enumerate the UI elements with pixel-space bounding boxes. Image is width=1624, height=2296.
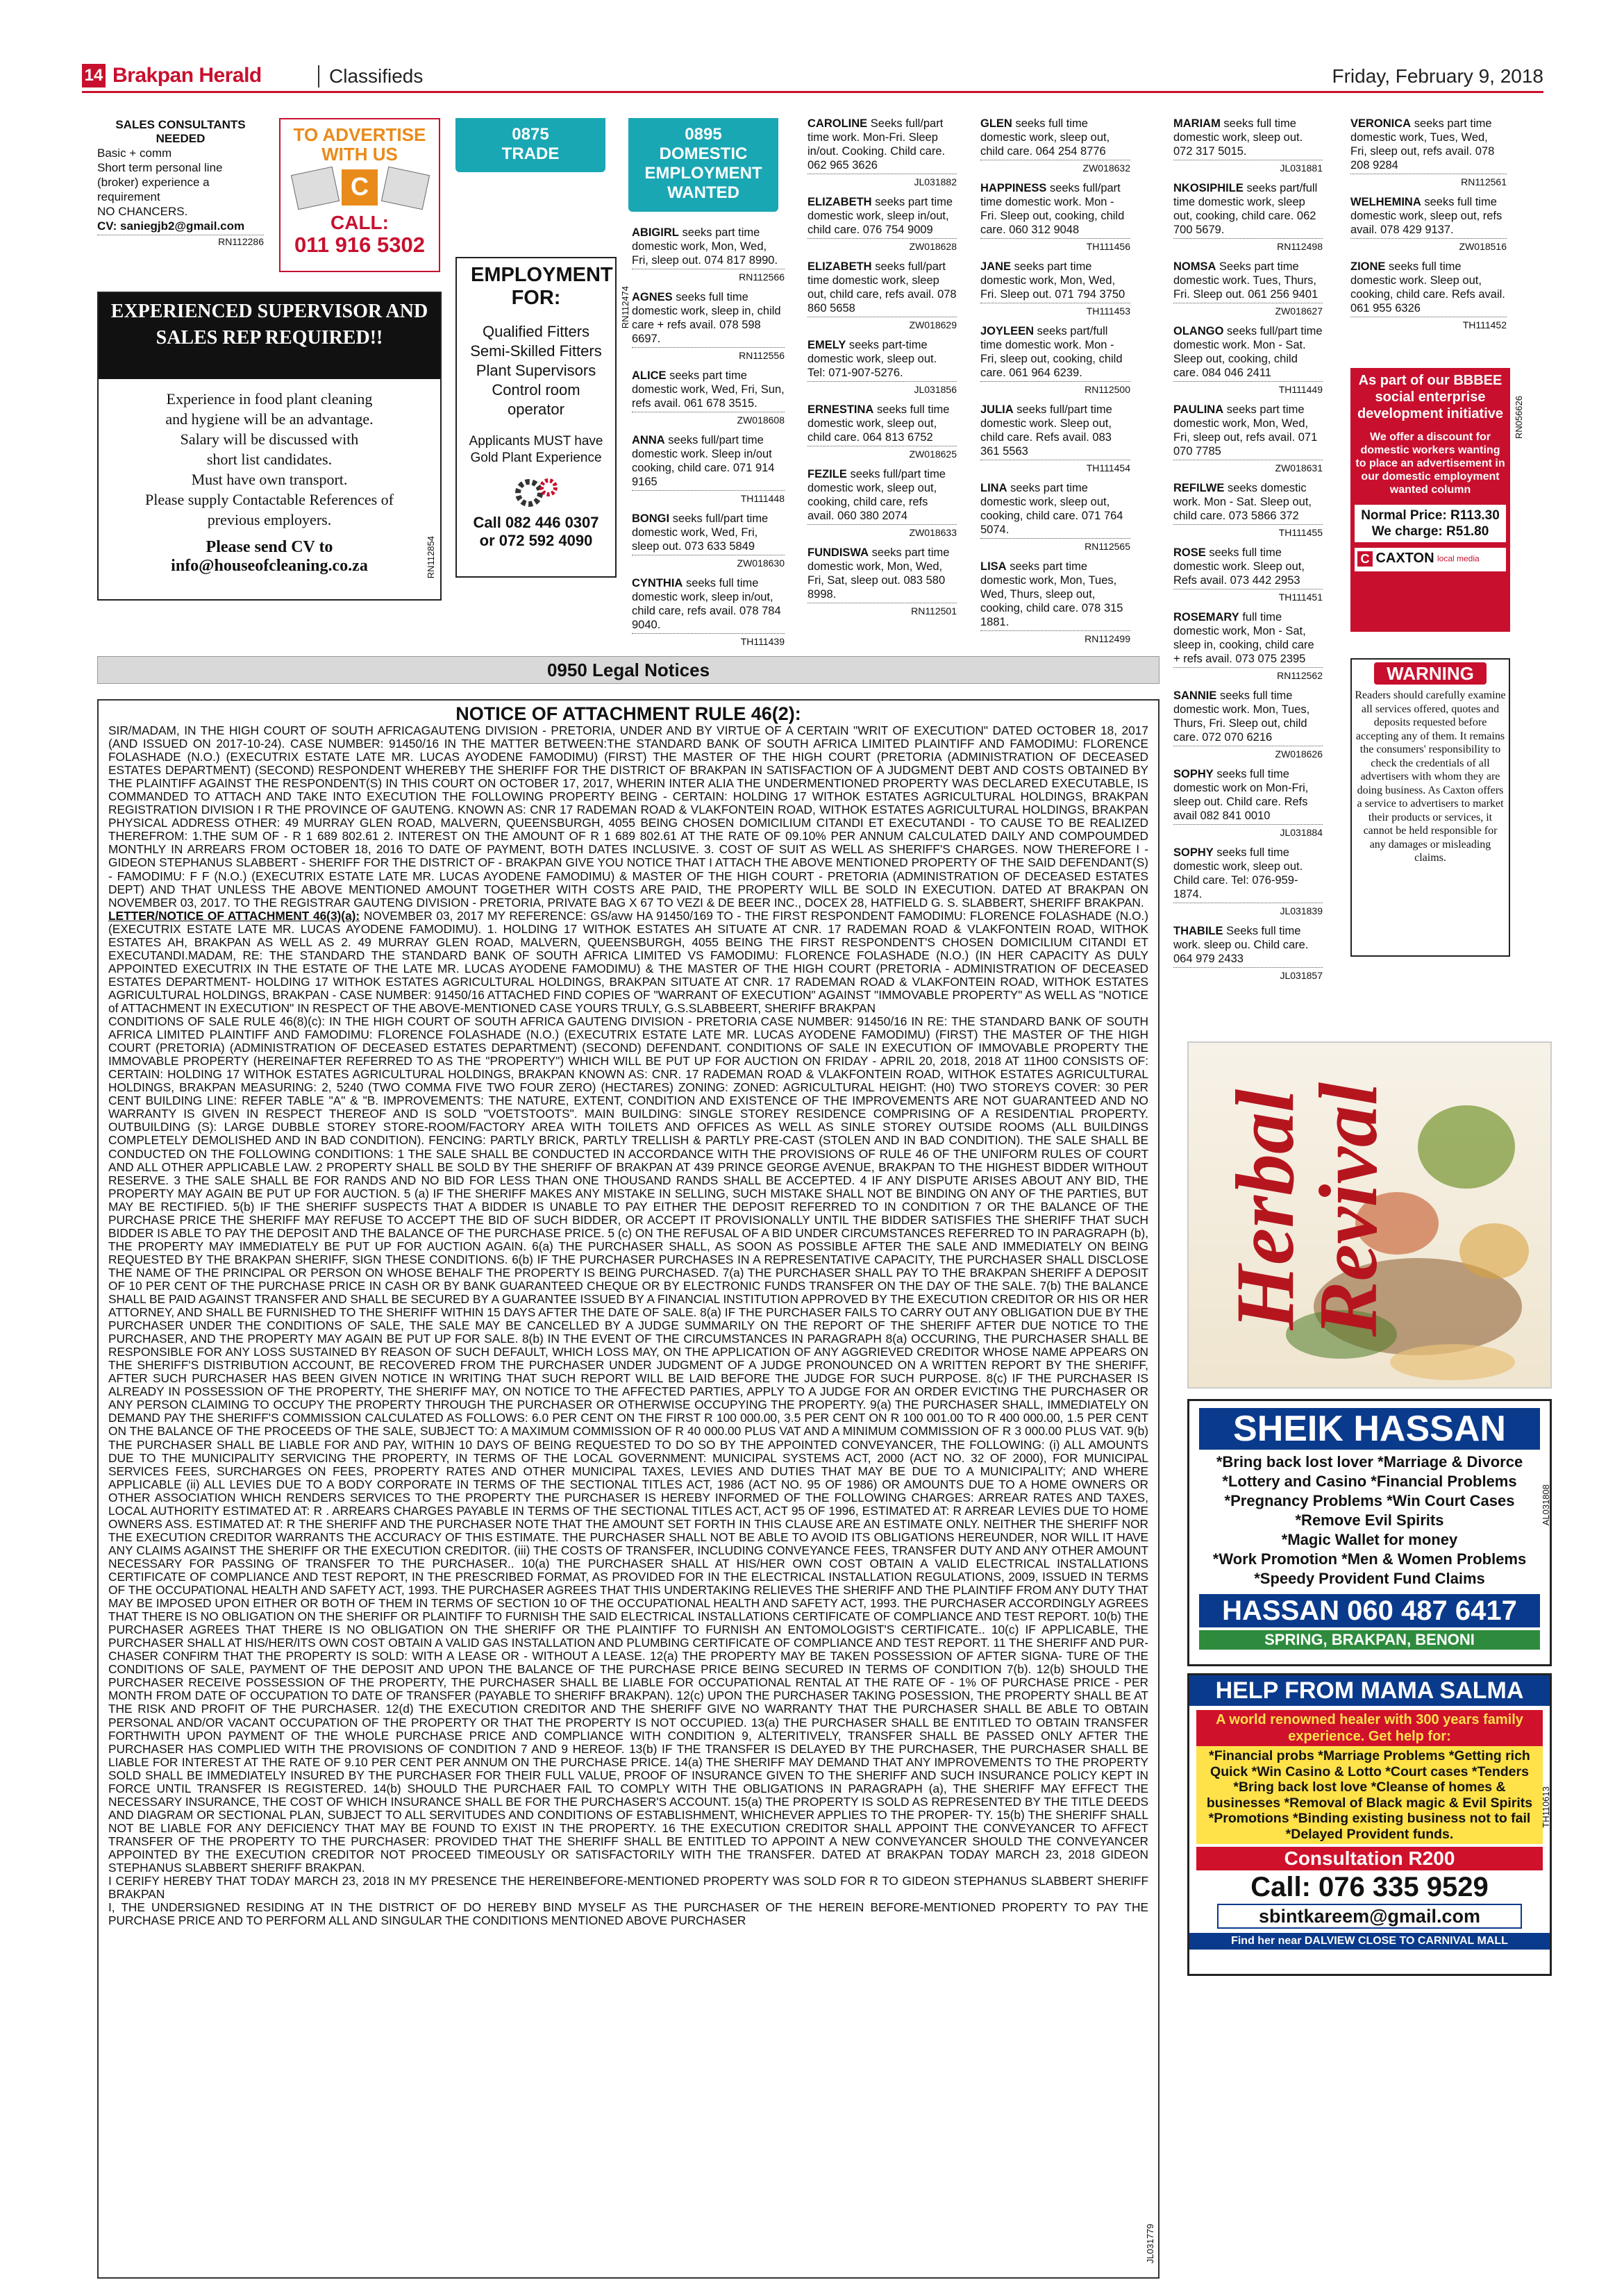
- ad-name: SOPHY: [1173, 768, 1214, 780]
- ad-ref: RN112501: [807, 603, 957, 618]
- ad-name: BONGI: [632, 512, 670, 525]
- ad-name: MARIAM: [1173, 117, 1221, 130]
- legal-paragraph: CONDITIONS OF SALE RULE 46(8)(c): IN THE HIGH COURT OF SOUTH AFRICA GAUTENG DIVISION - PRETORIA CASE NUMBER: 91450/16 IN RE: THE STANDARD BANK OF SOUTH AFRICA LIMITED PLAINTIFF AND FAMODIMU: FLORENCE FOLASHADE (N.O.) (EXECUTRIX ESTATE LATE MR. LUCAS AYODENE FAMODIMU) (FIRST) THE MASTER OF THE HIGH COURT (PRETORIA) (ADMINISTRATION OF DECEASED ESTATES DEPARTMENT) (SECOND) DEFENDANT. CONDITIONS OF SALE IN EXECUTION OF IMMOVABLE PROPERTY THE IMMOVABLE PROPERTY (HEREINAFTER REFERRED TO AS THE "PROPERTY") WHICH WILL BE PUT UP FOR AUCTION ON FRIDAY - APRIL 20, 2018, 2018 AT 11H00 CONSISTS OF: CERTAIN: HOLDING 17 WITHOK ESTATES AGRICULTURAL HOLDINGS, BRAKPAN KNOWN AS: CNR. 17 RADEMAN ROAD & VLAKFONTEIN ROAD, WITHOK ESTATES AGRICULTURAL HOLDINGS, BRAKPAN MEASURING: 2, 5240 (TWO COMMA FIVE TWO FOUR ZERO) (HECTARES) ZONING: ZONED: AGRICULTURAL HEIGHT: (H0) TWO STOREYS COVER: 30 PER CENT BUILDING LINE: REFER TABLE "A" & "B. IMPROVEMENTS: THE NATURE, EXTENT, CONDITION AND EXISTENCE OF THE IMPROVEMENTS ARE NOT GUARANTEED AND NO WARRANTY IS GIVEN IN RESPECT THEREOF AND IS SOLD "VOETSTOOTS". MAIN BUILDING: SINGLE STOREY RESIDENCE COMPRISING OF A RESIDENTIAL PROPERTY. OUTBUILDING (S): LARGE DUBBLE STOREY STORE-ROOM/FACTORY AREA WITH TOILETS AND OFFICES AS WELL AS SINLE STOREY OUTSIDE ROOMS (ALL BUILDINGS COMPLETELY DEMOLISHED AND IN BAD CONDITION). FENCING: PARTLY BRICK, PARTLY TRELLISH & PARTLY PRE-CAST (STOLEN AND IN BAD CONDITION). THE SALE SHALL BE CONDUCTED ON THE FOLLOWING CONDITIONS: 1 THE SALE SHALL BE CONDUCTED IN ACCORDANCE WITH THE PROVISIONS OF RULE 46 OF THE UNIFORM RULES OF COURT AND ALL OTHER APPLICABLE LAW. 2 PROPERTY SHALL BE SOLD BY THE SHERIFF OF BRAKPAN AT 439 PRINCE GEORGE AVENUE, BRAKPAN TO THE HIGHEST BIDDER WITHOUT RESERVE. 3 THE SALE SHALL BE FOR RANDS AND NO BID FOR LESS THAN ONE THOUSAND RANDS SHALL BE ACCEPTED. 4 IF ANY DISPUTE ARISES ABOUT ANY BID, THE PROPERTY MAY AGAIN BE PUT UP FOR AUCTION. 5 (a) IF THE SHERIFF MAKES ANY MISTAKE IN SELLING, SUCH MISTAKE SHALL NOT BE BINDING ON ANY OF THE PARTIES, BUT MAY BE RECTIFIED. 5(b) IF THE SHERIFF SUSPECTS THAT A BIDDER IS UNABLE TO PAY EITHER THE DEPOSIT REFERRED TO IN CONDITION 7 OR THE BALANCE OF THE PURCHASE PRICE THE SHERIFF MAY REFUSE TO ACCEPT THE BID OF SUCH BIDDER, OR ACCEPT IT PROVISIONALLY UNTIL THE BIDDER SATISFIES THE SHERIFF THAT SUCH BIDDER IS ABLE TO PAY THE DEPOSIT AND THE BALANCE OF THE PURCHASE PRICE. 5 (c) ON THE REFUSAL OF A BID UNDER CIRCUMSTANCES REFERRED TO IN PARAGRAPH (b), THE PROPERTY MAY IMMEDIATELY BE PUT UP FOR AUCTION AGAIN. 6(a) THE PURCHASER SHALL, AS SOON AS POSSIBLE AFTER THE SALE AND IMMEDIATELY ON BEING REQUESTED BY THE BRAKPAN SHERIFF, SIGN THESE CONDITIONS. 6(b) IF THE PURCHASER PURCHASES IN A REPRESENTATIVE CAPACITY, THE PURCHASER SHALL DISCLOSE THE NAME OF THE PRINCIPAL OR PERSON ON WHOSE BEHALF THE PROPERTY IS BEING PURCHASED. 7(a) THE PURCHASER SHALL PAY TO THE BRAKPAN SHERIFF A DEPOSIT OF 10 PER CENT OF THE PURCHASE PRICE IN CASH OR BY BANK GUARANTEED CHEQUE OR BY ELECTRONIC FUNDS TRANSFER ON THE DAY OF THE SALE. 7(b) THE BALANCE SHALL BE PAID AGAINST TRANSFER AND SHALL BE SECURED BY A GUARANTEE ISSUED BY A FINANCIAL INSTITUTION APPROVED BY THE EXECUTION CREDITOR OR HIS OR HER ATTORNEY, AND SHALL BE FURNISHED TO THE SHERIFF WITHIN 15 DAYS AFTER THE DATE OF SALE. 8(a) IF THE PURCHASER FAILS TO CARRY OUT ANY OBLIGATION DUE BY THE PURCHASER UNDER THE CONDITIONS OF SALE, THE SALE MAY BE CANCELLED BY A JUDGE SUMMARILY ON THE REPORT OF THE SHERIFF AFTER DUE NOTICE TO THE PURCHASER, AND THE PROPERTY MAY AGAIN BE PUT UP FOR SALE. 8(b) IN THE EVENT OF THE CIRCUMSTANCES IN PARAGRAPH 8(a) OCCURING, THE PURCHASER SHALL BE RESPONSIBLE FOR ANY LOSS SUSTAINED BY REASON OF SUCH DEFAULT, WHICH LOSS MAY, ON THE APPLICATION OF ANY AGGRIEVED CREDITOR WHOSE NAME APPEARS ON THE SHERIFF'S DISTRIBUTION ACCOUNT, BE RECOVERED FROM THE PURCHASER UNDER JUDGMENT OF A JUDGE PRONOUNCED ON A WRITTEN REPORT BY THE SHERIFF, AFTER SUCH PURCHASER HAS BEEN GIVEN NOTICE IN WRITING THAT SUCH REPORT WILL BE LAID BEFORE THE JUDGE FOR SUCH PURPOSE. 8(c) IF THE PURCHASER IS ALREADY IN POSSESSION OF THE PROPERTY, THE SHERIFF MAY, ON NOTICE TO THE AFFECTED PARTIES, APPLY TO A JUDGE FOR AN ORDER EVICTING THE PURCHASER OR ANY PERSON CLAIMING TO OCCUPY THE PROPERTY THROUGH THE PURCHASER OR OTHERWISE OCCUPYING THE PROPERTY. 9(a) THE PURCHASER SHALL, IMMEDIATELY ON DEMAND PAY THE SHERIFF'S COMMISSION CALCULATED AS FOLLOWS: 6.0 PER CENT ON THE FIRST R 100 000.00, 3.5 PER CENT ON R 100 001.00 TO R 400 000.00, 1.5 PER CENT ON THE BALANCE OF THE PROCEEDS OF THE SALE, SUBJECT TO: A MAXIMUM COMMISSION OF R 40 000.00 PLUS VAT AND A MINIMUM COMMISSION OF R 3 000.00 PLUS VAT. 9(b) THE PURCHASER SHALL BE LIABLE FOR AND PAY, WITHIN 10 DAYS OF BEING REQUESTED TO DO SO BY THE APPOINTED CONVEYANCER, THE FOLLOWING: (i) ALL AMOUNTS DUE TO THE MUNICIPALITY SERVICING THE PROPERTY, IN TERMS OF THE LOCAL GOVERNMENT: MUNICIPAL SYSTEMS ACT, 2000 (ACT NO. 32 OF 2000), FOR MUNICIPAL SERVICES FEES, SURCHARGES ON FEES, PROPERTY RATES AND OTHER MUNICIPAL TAXES, LEVIES AND DUTIES THAT MAY BE DUE TO A MUNICIPALITY; AND WHERE APPLICABLE (ii) ALL LEVIES DUE TO A BODY CORPORATE IN TERMS OF THE SECTIONAL TITLES ACT, 1986 (ACT NO. 95 OF 1986) OR AMOUNTS DUE TO A HOME OWNERS OR OTHER ASSOCIATION WHICH RENDERS SERVICES TO THE PROPERTY THE PURCHASER IS HEREBY INFORMED OF THE FOLLOWING CHARGES: ARREAR RATES AND TAXES, LOCAL AUTHORITY ESTIMATED AT: R . ARREARS CHARGES PAYABLE IN TERMS OF THE SECTIONAL TITLES ACT, ACT 95 OF 1996, ESTIMATED AT: R ARREAR LEVIES DUE TO HOME OWNERS ASS. ESTIMATED AT: R THE SHERIFF AND THE PURCHASER NOTE THAT THE AMOUNT SET FORTH IN THIS CLAUSE ARE AN ESTIMATE ONLY. NEITHER THE SHERIFF NOR THE EXECUTION CREDITOR WARRANTS THE ACCURACY OF THIS ESTIMATE. THE PURCHASER SHALL NOT BE ABLE TO AVOID ITS OBLIGATIONS HEREUNDER, NOR WILL IT HAVE ANY CLAIMS AGAINST THE SHERIFF OR THE EXECUTION CREDITOR. (iii) THE COSTS OF TRANSFER, INCLUDING CONVEYANCE FEES, TRANSFER DUTY AND ANY OTHER AMOUNT NECESSARY FOR PASSING OF TRANSFER TO THE PURCHASER.. 10(a) THE PURCHASER SHALL AT HIS/HER OWN COST OBTAIN A VALID ELECTRICAL INSTALLATIONS CERTIFICATE OF COMPLIANCE AND TEST REPORT, IN THE PRESCRIBED FORMAT, AS PROVIDED FOR IN THE ELECTRICAL INSTALLATION REGULATIONS, 2009, ISSUED IN TERMS OF THE OCCUPATIONAL HEALTH AND SAFETY ACT, 1993. THE PURCHASER AGREES THAT THIS UNDERTAKING RELIEVES THE SHERIFF AND THE PLAINTIFF FROM ANY DUTY THAT MAY BE IMPOSED UPON EITHER OR BOTH OF THEM IN TERMS OF SECTION 10 OF THE OCCUPATIONAL HEALTH AND SAFETY ACT, 1993. THE PURCHASER ACCORDINGLY AGREES THAT THERE IS NO OBLIGATION ON THE SHERIFF OR PLAINTIFF TO FURNISH THE SAID ELECTRICAL INSTALLATIONS CERTIFICATE OF COMPLIANCE AND TEST REPORT. 10(b) THE PURCHASER AGREES THAT THERE IS NO OBLIGATION ON THE SHERIFF OR THE PLAINTIFF TO FURNISH AN ENTOMOLOGIST'S CERTIFICATE.. 10(c) IF APPLICABLE, THE PURCHASER SHALL AT HIS/HER/ITS OWN COST OBTAIN A VALID GAS INSTALLATION AND PLUMBING CERTIFICATE OF COMPLIANCE AND TEST REPORT. 11 THE SHERIFF AND PUR- CHASER CONFIRM THAT THE PROPERTY IS SOLD: WITH A LEASE OR - WITHOUT A LEASE. 12(a) THE PROPERTY MAY BE TAKEN POSSESSION OF AFTER SIGNA- TURE OF THE CONDITIONS OF SALE, PAYMENT OF THE DEPOSIT AND UPON THE BALANCE OF THE PURCHASE PRICE BEING SECURED IN TERMS OF CONDITION 7(b). 12(b) SHOULD THE PURCHASER RECEIVE POSSESSION OF THE PROPERTY, THE PURCHASER SHALL BE LIABLE FOR OCCUPATIONAL RENTAL AT THE RATE OF - 1% OF PURCHASE PRICE - PER MONTH FROM DATE OF OCCUPATION TO DATE OF TRANSFER (PAYABLE TO SHERIFF BRAKPAN). 12(c) UPON THE PURCHASER TAKING POSESSION, THE PROPERTY SHALL BE AT THE RISK AND PROFIT OF THE PURCHASER. 12(d) THE EXECUTION CREDITOR AND THE SHERIFF GIVE NO WARRANTY THAT THE PURCHASER SHALL BE ABLE TO OBTAIN PERSONAL AND/OR VACANT OCCUPATION OF THE PROPERTY OR THAT THE PROPERTY IS NOT OCCUPIED. 13(a) THE PURCHASER SHALL BE ENTITLED TO OBTAIN TRANSFER FORTHWITH UPON PAYMENT OF THE WHOLE PURCHASE PRICE AND COMPLIANCE WITH CONDITION 9, ALTERITIVELY, TRANSFER SHALL BE PASSED ONLY AFTER THE PURCHASER HAS COMPLIED WITH THE PROVISIONS OF CONDITION 7 AND 9 HEREOF. 13(b) IF THE TRANSFER IS DELAYED BY THE PURCHASER, THE PURCHASER SHALL BE LIABLE FOR INTEREST AT THE RATE OF 9.10 PER CENT PER ANNUM ON THE PURCHASE PRICE. 14(a) THE SHERIFF MAY DEMAND THAT ANY IMPROVEMENTS TO THE PROPERTY SOLD SHALL BE IMMEDIATELY INSURED BY THE PURCHASER FOR THEIR FULL VALUE, PROOF OF INSURANCE GIVEN TO THE SHERIFF AND SUCH INSURANCE POLICY KEPT IN FORCE UNTIL TRANSFER IS REGISTERED. 14(b) SHOULD THE PURCHAER FAIL TO COMPLY WITH THE OBLIGATIONS IN PARAGRAPH (a), THE SHERIFF MAY EFFECT THE NECESSARY INSURANCE, THE COST OF WHICH INSURANCE SHALL BE FOR THE PURCHASER'S ACCOUNT. 15(a) THE PROPERTY IS SOLD AS REPRESENTED BY THE TITLE DEEDS AND DIAGRAM OR SECTIONAL PLAN, SUBJECT TO ALL SERVITUDES AND CONDITIONS OF ESTABLISHMENT, WHICHEVER APPLIES TO THE PROPER- TY. 15(b) THE SHERIFF SHALL NOT BE LIABLE FOR ANY DEFICIENCY THAT MAY BE FOUND TO EXIST IN THE PROPERTY. 16 THE EXECUTION CREDITOR SHALL APPOINT THE CONVEYANCER TO AFFECT TRANSFER OF THE PROPERTY TO THE PURCHASER: PROVIDED THAT THE SHERIFF SHALL BE ENTITLED TO APPOINT A NEW CONVEYANCER SHOULD THE CONVEYANCER APPOINTED BY THE EXECUTION CREDITOR NOT PROCEED TIMEOUSLY OR SATISFACTORILY WITH THE TRANSFER. DATED AT BRAKPAN TODAY MARCH 23, 2018 GIDEON STEPHANUS SLABBERT SHERIFF BRAKPAN.: [108, 1014, 1148, 1875]
- ad-name: ZIONE: [1350, 260, 1386, 273]
- ad-name: JANE: [980, 260, 1012, 273]
- ad-ref: TH111449: [1173, 381, 1323, 396]
- category-header-domestic: [628, 118, 778, 212]
- sheik-phone: HASSAN 060 487 6417: [1199, 1594, 1540, 1627]
- ad-text: seeks full/part time domestic work, sleep out, child care, refs avail. 078 860 5658: [807, 260, 957, 315]
- classified-ad: [807, 467, 957, 539]
- classified-ad: [1173, 324, 1323, 396]
- classified-ad: [1173, 846, 1323, 918]
- ad-name: VERONICA: [1350, 117, 1412, 130]
- classified-ad: [1350, 195, 1507, 253]
- classified-ad: [1173, 924, 1323, 982]
- ad-name: LISA: [980, 560, 1007, 573]
- revival-word: Revival: [1302, 1082, 1394, 1337]
- warning-title: WARNING: [1374, 662, 1487, 685]
- sales-line: Short term personal line: [97, 161, 223, 174]
- ad-ref: TH111451: [1173, 589, 1323, 604]
- ad-ref: TH111448: [632, 490, 785, 505]
- ad-ref: TH111454: [980, 460, 1130, 475]
- ad-ref: TH110613: [1541, 1786, 1551, 1828]
- ad-ref: TH111456: [980, 238, 1130, 253]
- sales-line: Basic + comm: [97, 146, 172, 160]
- supervisor-line: previous employers.: [207, 511, 332, 528]
- ad-text: seeks full/part time domestic work. Sleep out, child care. Refs avail. 083 361 5563: [980, 403, 1112, 458]
- salma-consultation: Consultation R200: [1196, 1847, 1543, 1870]
- herbal-revival-ad: [1187, 1041, 1552, 1389]
- ad-ref: ZW018629: [807, 317, 957, 332]
- issue-date: Friday, February 9, 2018: [1332, 65, 1543, 87]
- classified-ad: [980, 181, 1130, 253]
- supervisor-email: info@houseofcleaning.co.za: [171, 557, 368, 575]
- classified-ad: [807, 338, 957, 396]
- ad-name: ELIZABETH: [807, 260, 872, 273]
- ad-name: THABILE: [1173, 925, 1223, 937]
- sales-line: requirement: [97, 190, 160, 203]
- ad-ref: JL031779: [1145, 2223, 1155, 2263]
- ad-name: NKOSIPHILE: [1173, 182, 1244, 194]
- ad-text: seeks full time domestic work, sleep out, child care. 064 813 6752: [807, 403, 950, 444]
- classified-ad: [1173, 546, 1323, 604]
- sales-cv: CV: saniegjb2@gmail.com: [97, 219, 245, 233]
- legal-notice-title: NOTICE OF ATTACHMENT RULE 46(2):: [455, 703, 801, 724]
- ad-text: seeks part time domestic work, Mon, Wed, Fri. Sleep out. 071 794 3750: [980, 260, 1125, 301]
- ad-ref: RN112854: [426, 535, 436, 578]
- caxton-logo-icon: C: [1357, 551, 1373, 567]
- ad-name: CYNTHIA: [632, 577, 683, 589]
- ad-name: ELIZABETH: [807, 196, 872, 208]
- category-label: DOMESTIC EMPLOYMENT WANTED: [644, 144, 762, 202]
- sales-line: NO CHANCERS.: [97, 205, 188, 218]
- ad-text: seeks full time domestic work, sleep in, child care + refs avail. 078 598 6697.: [632, 291, 781, 345]
- ad-text: seeks full time domestic work, sleep out, child care. 064 254 8776: [980, 117, 1110, 158]
- classified-ad: [632, 290, 785, 362]
- legal-label: LETTER/NOTICE OF ATTACHMENT 46(3)(a):: [108, 908, 360, 923]
- bbbee-title: As part of our BBBEE social enterprise development initiative: [1357, 373, 1504, 421]
- ad-ref: RN112566: [632, 269, 785, 284]
- salma-email: sbintkareem@gmail.com: [1217, 1904, 1522, 1929]
- ad-name: NOMSA: [1173, 260, 1216, 273]
- ad-text: seeks full time domestic work. Mon, Tues, Thurs, Fri. Sleep out, child care. 072 070 6216: [1173, 689, 1310, 744]
- employment-note: Applicants MUST have Gold Plant Experience: [469, 434, 603, 465]
- ad-text: seeks full time domestic work. Sleep out, cooking, child care. Refs avail. 061 955 6326: [1350, 260, 1505, 315]
- ad-name: ALICE: [632, 369, 667, 382]
- ad-name: LINA: [980, 482, 1007, 494]
- ad-ref: RN112561: [1350, 174, 1507, 189]
- sheik-name: SHEIK HASSAN: [1199, 1408, 1540, 1450]
- classified-ad: [1173, 403, 1323, 475]
- sheik-services: [1189, 1452, 1550, 1589]
- classified-column-a: [632, 226, 785, 649]
- ad-name: REFILWE: [1173, 482, 1225, 494]
- advertise-call: CALL:: [330, 212, 389, 233]
- sheik-service: *Remove Evil Spirits: [1295, 1511, 1444, 1529]
- ad-text: seeks part time domestic work, Tues, Wed, Fri, sleep out, refs avail. 078 208 9284: [1350, 117, 1495, 171]
- supervisor-send: Please send CV to: [206, 538, 333, 556]
- salma-tagline: A world renowned healer with 300 years family experience. Get help for:: [1196, 1710, 1543, 1746]
- ad-ref: RN112500: [980, 381, 1130, 396]
- ad-text: seeks part-time domestic work, sleep out. Tel: 071-907-5276.: [807, 339, 937, 379]
- legal-paragraph: SIR/MADAM, IN THE HIGH COURT OF SOUTH AFRICAGAUTENG DIVISION - PRETORIA, UNDER AND BY VIRTUE OF A CERTAIN "WRIT OF EXECUTION" DATED OCTOBER 18, 2017 (AND ISSUED ON 2017-10-24). CASE NUMBER: 91450/16 IN THE MATTER BETWEEN:THE STANDARD BANK OF SOUTH AFRICA LIMITED PLAINTIFF AND FAMODIMU: FLORENCE FOLASHADE (N.O.) (EXECUTRIX ESTATE LATE MR. LUCAS AYODENE FAMODIMU) (FIRST) THE MASTER OF THE HIGH COURT (PRETORIA (ADMINISTRATION OF DECEASED ESTATES DEPARTMENT) (SECOND) RESPONDENT WHEREBY THE SHERIFF FOR THE DISTRICT OF BRAKPAN IN SATISFACTION OF A JUDGMENT DEBT AND COSTS OBTAINED BY THE PLAINTIFF AGAINST THE RESPONDENT(S) IN THIS COURT ON OCTOBER 17, 2017, WHERIN INTER ALIA THE UNDERMENTIONED PROPERTY WAS DECLARED EXECUTABLE, IS COMMANDED TO ATTACH AND TAKE INTO EXECUTION THE FOLLOWING PROPERTY BEING - CERTAIN: HOLDING 17 WITHOK ESTATES AGRICULTURAL HOLDINGS, BRAKPAN REGISTRATION DIVISION I R THE PROVINCE OF GAUTENG. KNOWN AS: CNR 17 RADEMAN ROAD & VLAKFONTEIN ROAD, WITHOK ESTATES AGRICULTURAL HOLDINGS, BRAKPAN PHYSICAL ADDRESS OTHER: 49 MURRAY GLEN ROAD, MALVERN, QUEENSBURGH, 4055 BEING CHOSEN DOMICILIUM CITANDI ET EXECUTANDI - TO CAUSE TO BE REALIZED THEREFROM: 1.THE SUM OF - R 1 689 802.61 2. INTEREST ON THE AMOUNT OF R 1 689 802.61 AT THE RATE OF 09.10% PER ANNUM CALCULATED DAILY AND COMPOUMDED MONTHLY IN ARREARS FROM OCTOBER 18, 2016 TO DATE OF PAYMENT, BOTH DATES INCLUSIVE. 3. COST OF SUIT AS WELL AS SHERIFF'S CHARGES. NOW THEREFORE I - GIDEON STEPHANUS SLABBERT - SHERIFF FOR THE DISTRICT OF - BRAKPAN GIVE YOU NOTICE THAT I ATTACH THE ABOVE MENTIONED PROPERTY OF THE SAID DEFENDANT(S) - FAMODIMU: F F (N.O.) (EXECUTRIX ESTATE LATE MR. LUCAS AYODENE FAMODIMU) & MASTER OF THE HIGH COURT - PRETORIA (ADMINISTRATION OF DECEASED ESTATES DEPT) AND THAT UNLESS THE ABOVE MENTIONED AMOUNT TOGETHER WITH COSTS ARE PAID, THE PROPERTY WILL BE SOLD IN EXECUTION. DATED AT BRAKPAN ON NOVEMBER 03, 2017. TO THE REGISTRAR GAUTENG DIVISION - PRETORIA, PRIVATE BAG X 67 TO VEZI & DE BEER INC., DOCEX 28, HATFIELD G. S. SLABBERT, SHERIFF BRAKPAN.: [108, 723, 1148, 910]
- sheik-service: *Lottery and Casino *Financial Problems: [1222, 1473, 1517, 1490]
- bbbee-ad: [1350, 368, 1524, 632]
- ad-name: JULIA: [980, 403, 1014, 416]
- ad-text: seeks full time domestic work. Sleep out, Refs avail. 073 442 2953: [1173, 546, 1305, 587]
- ad-ref: RN112286: [97, 235, 264, 247]
- page-header: [82, 62, 1543, 93]
- ad-text: seeks full time domestic work, sleep out. 072 317 5015.: [1173, 117, 1303, 158]
- classified-ad: [980, 481, 1130, 553]
- ad-text: seeks part time domestic work, Mon, Wed, Fri, sleep out. 074 817 8990.: [632, 226, 778, 267]
- employment-call: Call 082 446 0307: [473, 514, 599, 531]
- bbbee-body: We offer a discount for domestic workers wanting to place an advertisement in our domestic employment wanted column: [1355, 431, 1505, 496]
- ad-text: seeks full time domestic work on Mon-Fri, sleep out. Child care. Refs avail 082 841 0010: [1173, 768, 1309, 822]
- classified-ad: [807, 117, 957, 189]
- classified-column-d: [1173, 117, 1323, 1026]
- supervisor-line: and hygiene will be an advantage.: [165, 410, 374, 428]
- brand-title: Brakpan Herald: [112, 64, 262, 87]
- classified-ad: [980, 324, 1130, 396]
- ad-name: OLANGO: [1173, 325, 1224, 337]
- ad-ref: JL031882: [807, 174, 957, 189]
- ad-ref: TH111453: [980, 303, 1130, 318]
- category-label: TRADE: [501, 144, 560, 163]
- salma-call: Call: 076 335 9529: [1250, 1872, 1489, 1902]
- category-code: 0895: [685, 125, 722, 144]
- classified-ad: [807, 546, 957, 618]
- classified-ad: [807, 260, 957, 332]
- ad-name: ABIGIRL: [632, 226, 679, 239]
- classified-ad: [1173, 260, 1323, 318]
- ad-text: seeks full time domestic work, sleep out. Child care. Tel: 076-959-1874.: [1173, 846, 1303, 900]
- classified-ad: [980, 560, 1130, 646]
- advertise-phone: 011 916 5302: [294, 233, 425, 257]
- ad-name: FEZILE: [807, 468, 847, 480]
- ad-text: seeks full/part time domestic work, sleep out, cooking, child care, refs avail. 060 380 2074: [807, 468, 946, 522]
- ad-ref: RN056626: [1514, 396, 1524, 439]
- sheik-service: *Pregnancy Problems *Win Court Cases: [1224, 1492, 1515, 1509]
- sheik-service: *Bring back lost lover *Marriage & Divorce: [1216, 1453, 1523, 1470]
- classified-ad: [1173, 767, 1323, 839]
- ad-ref: TH111452: [1350, 317, 1507, 332]
- classified-ad: [1350, 260, 1507, 332]
- salma-services: *Financial probs *Marriage Problems *Getting rich Quick *Win Casino & Lotto *Court cases *Tenders *Bring back lost love *Cleanse of homes & businesses *Removal of Black magic & Evil Spirits *Promotions *Binding existing business not to fail *Delayed Provident funds.: [1196, 1746, 1543, 1844]
- ad-ref: ZW018630: [632, 555, 785, 570]
- ad-ref: RN112562: [1173, 667, 1323, 682]
- ad-name: AGNES: [632, 291, 673, 303]
- classified-ad: [632, 433, 785, 505]
- ad-name: FUNDISWA: [807, 546, 869, 559]
- ad-text: Seeks full time work. sleep ou. Child care. 064 979 2433: [1173, 925, 1309, 965]
- salma-location: Find her near DALVIEW CLOSE TO CARNIVAL MALL: [1189, 1933, 1550, 1950]
- category-header-trade: [455, 118, 605, 172]
- advertise-line2: WITH US: [321, 144, 398, 165]
- ad-text: seeks part time domestic work, Wed, Fri, Sun, refs avail. 061 678 3515.: [632, 369, 785, 410]
- caxton-logo: CAXTON: [1375, 551, 1434, 566]
- employment-item: Control room operator: [492, 381, 580, 418]
- classified-ad: [980, 260, 1130, 318]
- ad-text: seeks part time domestic work, sleep in/out, child care. 076 754 9009: [807, 196, 953, 236]
- ad-ref: ZW018631: [1173, 460, 1323, 475]
- employment-item: Qualified Fitters: [482, 323, 590, 340]
- classified-ad: [1173, 610, 1323, 682]
- ad-ref: ZW018625: [807, 446, 957, 461]
- bbbee-normal-price: Normal Price: R113.30: [1361, 508, 1500, 523]
- sheik-hassan-ad: [1187, 1399, 1552, 1666]
- page-number: 14: [82, 64, 106, 87]
- ad-text: seeks full/part time domestic work. Mon - Sat. Sleep out, cooking, child care. 084 046 2411: [1173, 325, 1323, 379]
- ad-text: seeks full/part time domestic work. Mon - Fri. Sleep out, cooking, child care. 060 312 9048: [980, 182, 1125, 236]
- ad-ref: AL031808: [1541, 1484, 1551, 1526]
- ad-text: seeks full/part time domestic work, Wed, Fri, sleep out. 073 633 5849: [632, 512, 769, 553]
- classified-column-e: [1350, 117, 1507, 367]
- sales-consultants-ad: [97, 118, 264, 247]
- section-name: Classifieds: [318, 65, 423, 87]
- advertise-line1: TO ADVERTISE: [293, 124, 426, 145]
- ad-ref: RN112474: [620, 286, 630, 329]
- ad-text: seeks part time domestic work, Mon, Wed, Fri, Sat, sleep out. 083 580 8998.: [807, 546, 950, 601]
- supervisor-ad: [97, 292, 442, 601]
- supervisor-line: Salary will be discussed with: [180, 430, 359, 448]
- ad-ref: JL031881: [1173, 160, 1323, 175]
- supervisor-line: Please supply Contactable References of: [145, 491, 394, 508]
- herbal-word: Herbal: [1219, 1089, 1311, 1330]
- supervisor-line: short list candidates.: [206, 451, 333, 468]
- legal-paragraph: I, THE UNDERSIGNED RESIDING AT IN THE DISTRICT OF DO HEREBY BIND MYSELF AS THE PURCHASER OF THE HEREIN BEFORE-MENTIONED PROPERTY TO PAY THE PURCHASE PRICE AND TO PERFORM ALL AND SINGULAR THE CONDITIONS MENTIONED ABOVE PURCHASER: [108, 1900, 1148, 1928]
- newspaper-icon: [281, 164, 439, 212]
- employment-call-alt: or 072 592 4090: [479, 532, 593, 549]
- ad-ref: RN112499: [980, 630, 1130, 646]
- warning-text: Readers should carefully examine all services offered, quotes and deposits requested before accepting any of them. It remains the consumers' responsibility to check the credentials of all advertisers with whom they are doing business. As Caxton offers a service to advertisers to market their products or services, it cannot be held responsible for any damages or misleading claims.: [1355, 689, 1506, 864]
- ad-name: CAROLINE: [807, 117, 868, 130]
- legal-notice: [97, 699, 1160, 2279]
- ad-ref: ZW018608: [632, 412, 785, 427]
- ad-ref: JL031884: [1173, 824, 1323, 839]
- advertise-with-us-ad: [279, 118, 440, 272]
- classified-ad: [807, 195, 957, 253]
- ad-name: SANNIE: [1173, 689, 1217, 702]
- ad-ref: JL031839: [1173, 903, 1323, 918]
- ad-text: seeks full time domestic work, sleep in/out, child care, refs avail. 078 784 9040.: [632, 577, 781, 631]
- ad-ref: RN112556: [632, 347, 785, 362]
- ad-ref: RN112498: [1173, 238, 1323, 253]
- gear-icon: [508, 472, 564, 514]
- classified-ad: [1173, 481, 1323, 539]
- ad-text: seeks part/full time domestic work. Mon - Fri, sleep out, cooking, child care. 061 964 6239.: [980, 325, 1123, 379]
- classified-column-b: [807, 117, 957, 651]
- supervisor-line: Experience in food plant cleaning: [166, 390, 373, 408]
- ad-name: GLEN: [980, 117, 1012, 130]
- ad-ref: TH111439: [632, 633, 785, 648]
- ad-name: ROSEMARY: [1173, 611, 1239, 623]
- employment-for-ad: [455, 257, 630, 578]
- ad-ref: ZW018628: [807, 238, 957, 253]
- employment-item: Plant Supervisors: [476, 362, 596, 379]
- supervisor-line: Must have own transport.: [191, 471, 348, 488]
- ad-name: SOPHY: [1173, 846, 1214, 859]
- sales-title: SALES CONSULTANTS NEEDED: [115, 118, 246, 145]
- classified-ad: [1350, 117, 1507, 189]
- ad-text: seeks part time domestic work, Mon, Tues, Wed, Thurs, sleep out, cooking, child care. 078 315 1881.: [980, 560, 1123, 628]
- ad-ref: JL031856: [807, 381, 957, 396]
- bbbee-charge: We charge: R51.80: [1371, 524, 1489, 539]
- ad-ref: TH111455: [1173, 524, 1323, 539]
- classified-ad: [1173, 117, 1323, 175]
- ad-ref: RN112565: [980, 538, 1130, 553]
- ad-ref: ZW018632: [980, 160, 1130, 175]
- ad-name: HAPPINESS: [980, 182, 1047, 194]
- ad-text: seeks full/part time domestic work. Sleep in/out cooking, child care. 071 914 9165: [632, 434, 775, 488]
- ad-ref: ZW018633: [807, 524, 957, 539]
- ad-text: full time domestic work, Mon - Sat, sleep in, cooking, child care + refs avail. 073 075 2395: [1173, 611, 1314, 665]
- sheik-areas: SPRING, BRAKPAN, BENONI: [1199, 1630, 1540, 1650]
- salma-title: HELP FROM MAMA SALMA: [1189, 1675, 1550, 1706]
- employment-item: Semi-Skilled Fitters: [470, 342, 602, 360]
- ad-text: seeks full time domestic work, sleep out, refs avail. 078 429 9137.: [1350, 196, 1502, 236]
- classified-column-c: [980, 117, 1130, 651]
- caxton-logo-sub: local media: [1437, 553, 1480, 564]
- classified-ad: [1173, 181, 1323, 253]
- classified-ad: [1173, 689, 1323, 761]
- classified-ad: [632, 369, 785, 427]
- ad-text: Seeks full/part time work. Mon-Fri. Sleep in/out. Cooking. Child care. 062 965 3626: [807, 117, 946, 171]
- ad-text: seeks domestic work. Mon - Sat. Sleep out, child care. 073 5866 372: [1173, 482, 1312, 522]
- category-code: 0875: [512, 125, 549, 144]
- ad-text: seeks part time domestic work, Mon, Wed, Fri, sleep out, refs avail. 071 070 7785: [1173, 403, 1318, 458]
- classified-ad: [632, 512, 785, 570]
- svg-text:C: C: [351, 172, 369, 201]
- ad-text: seeks part time domestic work, sleep out, cooking, child care. 071 764 5074.: [980, 482, 1123, 536]
- ad-text: Seeks part time domestic work. Tues, Thurs, Fri. Sleep out. 061 256 9401: [1173, 260, 1319, 301]
- legal-paragraph: NOVEMBER 03, 2017 MY REFERENCE: GS/avw HA 91450/169 TO - THE FIRST RESPONDENT FAMODIMU: FLORENCE FOLASHADE (N.O.) (EXECUTRIX ESTATE LATE MR. LUCAS AYODENE FAMODIMU). 1. HOLDING 17 WITHOK ESTATES AH SITUATE AT CNR. 17 RADEMAN ROAD & VLAKFONTEIN ROAD, WITHOK ESTATES AH, BRAKPAN AS WELL AS 2. 49 MURRAY GLEN ROAD, MALVERN, QUEENSBURGH, 4055 BEING THE FIRST RESPONDENT'S CHOSEN DOMICILIUM CITANDI ET EXECUTANDI.MADAM, RE: THE STANDARD THE STANDARD BANK OF SOUTH AFRICA LIMITED VS FAMODIMU: FLORENCE FOLASHADE (N.O.) (IN HER CAPACITY AS DULY APPOINTED EXECUTRIX IN THE ESTATE OF THE LATE MR. LUCAS AYODENE FAMODIMU) & THE MASTER OF THE HIGH COURT (PRETORIA - ADMINISTRATION OF DECEASED ESTATES DEPARTMENT- HOLDING 17 WITHOK ESTATES AGRICULTURAL HOLDINGS, BRAKPAN SITUATE AT CNR. 17 RADEMAN ROAD & VLAKFONTEIN ROAD, WITHOK ESTATES AGRICULTURAL HOLDINGS, BRAKPAN - CASE NUMBER: 91450/16 ATTACHED FIND COPIES OF "WARRANT OF EXECUTION" AGAINST "IMMOVABLE PROPERTY" AS WELL AS "NOTICE of ATTACHMENT IN EXECUTION" IN RESPECT OF THE ABOVE-MENTIONED CASE YOURS TRULY, G.S.SLABBEERT, SHERIFF BRAKPAN: [108, 908, 1148, 1015]
- ad-ref: ZW018516: [1350, 238, 1507, 253]
- sheik-service: *Speedy Provident Fund Claims: [1254, 1570, 1485, 1587]
- ad-ref: JL031857: [1173, 967, 1323, 982]
- classified-ad: [632, 226, 785, 284]
- sales-line: (broker) experience a: [97, 176, 210, 189]
- warning-notice: [1350, 658, 1510, 957]
- legal-notices-header: 0950 Legal Notices: [97, 656, 1160, 684]
- mama-salma-ad: [1187, 1673, 1552, 1976]
- ad-name: WELHEMINA: [1350, 196, 1421, 208]
- classified-ad: [632, 576, 785, 648]
- classified-ad: [980, 403, 1130, 475]
- legal-paragraph: I CERIFY HEREBY THAT TODAY MARCH 23, 2018 IN MY PRESENCE THE HEREINBEFORE-MENTIONED PROPERTY WAS SOLD FOR R TO GIDEON STEPHANUS SLABBERT SHERIFF BRAKPAN: [108, 1874, 1148, 1902]
- ad-ref: ZW018626: [1173, 746, 1323, 761]
- ad-name: ERNESTINA: [807, 403, 874, 416]
- employment-title: EMPLOYMENT FOR:: [471, 264, 613, 309]
- ad-ref: ZW018627: [1173, 303, 1323, 318]
- classified-ad: [807, 403, 957, 461]
- ad-name: JOYLEEN: [980, 325, 1035, 337]
- sheik-service: *Work Promotion *Men & Women Problems: [1212, 1550, 1527, 1568]
- ad-name: PAULINA: [1173, 403, 1224, 416]
- classified-ad: [980, 117, 1130, 175]
- supervisor-title: EXPERIENCED SUPERVISOR AND SALES REP REQUIRED!!: [99, 293, 440, 379]
- ad-name: ROSE: [1173, 546, 1206, 559]
- sheik-service: *Magic Wallet for money: [1281, 1531, 1458, 1548]
- ad-name: EMELY: [807, 339, 846, 351]
- ad-text: seeks part/full time domestic work, sleep out, cooking, child care. 062 700 5679.: [1173, 182, 1318, 236]
- ad-name: ANNA: [632, 434, 665, 446]
